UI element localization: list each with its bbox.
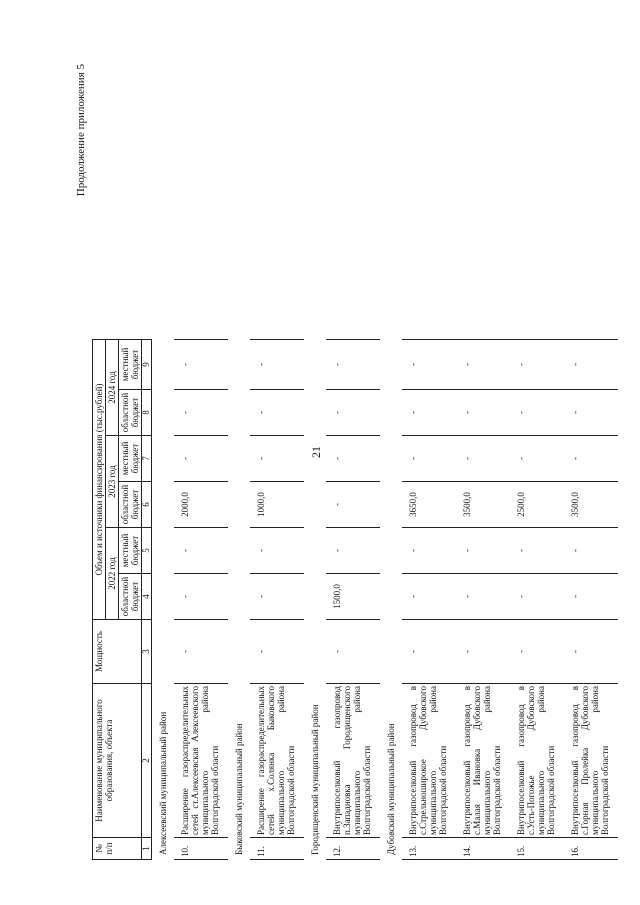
section-row (304, 340, 326, 860)
table-body (152, 340, 619, 860)
value-cell: 2000,0 (174, 482, 228, 528)
value-cell: - (250, 528, 304, 574)
header-regional-budget: областной бюджет (119, 482, 142, 528)
value-cell: - (174, 340, 228, 390)
capacity-cell: - (402, 620, 456, 684)
value-cell: - (456, 390, 510, 436)
section-title: Дубовский муниципальный район (386, 723, 396, 855)
table-row (510, 340, 564, 860)
capacity-cell: - (174, 620, 228, 684)
continuation-note: Продолжение приложения 5 (75, 64, 87, 197)
row-number: 15. (510, 838, 564, 860)
column-number: 7 (142, 436, 152, 482)
column-number: 1 (142, 838, 152, 860)
value-cell: - (174, 574, 228, 620)
value-cell: - (174, 528, 228, 574)
value-cell: - (402, 436, 456, 482)
row-number: 11. (250, 838, 304, 860)
value-cell: - (456, 436, 510, 482)
value-cell: - (456, 528, 510, 574)
header-year-2022: 2022 год (106, 528, 119, 620)
object-name: Внутрипоселковый газопровод в с.Стрельноширокое Дубовского муниципального района Волгоградской области (402, 684, 456, 838)
section-row (228, 340, 250, 860)
column-number: 6 (142, 482, 152, 528)
column-number: 5 (142, 528, 152, 574)
header-number: № п/п (93, 838, 142, 860)
row-number: 14. (456, 838, 510, 860)
column-number: 3 (142, 620, 152, 684)
column-number: 8 (142, 390, 152, 436)
table-row (402, 340, 456, 860)
value-cell: 3650,0 (402, 482, 456, 528)
column-number: 9 (142, 340, 152, 390)
object-name: Внутрипоселковый газопровод в с.Горная Пролейка Дубовского муниципального района Волгоградской области (564, 684, 618, 838)
capacity-cell: - (510, 620, 564, 684)
value-cell: 3500,0 (456, 482, 510, 528)
value-cell: 1500,0 (326, 574, 380, 620)
object-name: Расширение газораспределительных сетей ст.Алексеевская Алексеевского муниципального района Волгоградской области (174, 684, 228, 838)
object-name: Внутрипоселковый газопровод в с.Малая Ивановка Дубовского муниципального района Волгоградской области (456, 684, 510, 838)
table-row (564, 340, 618, 860)
table-row (456, 340, 510, 860)
rotated-page (75, 60, 610, 860)
page-number: 21 (309, 446, 323, 458)
value-cell: - (564, 528, 618, 574)
value-cell: - (456, 340, 510, 390)
value-cell: - (250, 436, 304, 482)
value-cell: - (510, 340, 564, 390)
header-regional-budget: областной бюджет (119, 574, 142, 620)
capacity-cell: - (456, 620, 510, 684)
value-cell: - (250, 574, 304, 620)
value-cell: - (174, 390, 228, 436)
value-cell: - (402, 528, 456, 574)
value-cell: - (456, 574, 510, 620)
row-number: 10. (174, 838, 228, 860)
header-capacity: Мощность (93, 620, 142, 684)
header-local-budget: местный бюджет (119, 528, 142, 574)
section-title: Городищенский муниципальный район (310, 704, 320, 855)
section-title: Алексеевский муниципальный район (158, 711, 168, 855)
funding-table (92, 339, 618, 860)
capacity-cell: - (326, 620, 380, 684)
value-cell: - (564, 436, 618, 482)
table-row (326, 340, 380, 860)
value-cell: 1000,0 (250, 482, 304, 528)
value-cell: - (402, 390, 456, 436)
value-cell: - (510, 574, 564, 620)
object-name: Расширение газораспределительных сетей х.Солянка Быковского муниципального района Волгоградской области (250, 684, 304, 838)
value-cell: 2500,0 (510, 482, 564, 528)
header-year-2023: 2023 год (106, 436, 119, 528)
object-name: Внутрипоселковый газопровод в с.Усть-Погожье Дубовского муниципального района Волгоградской области (510, 684, 564, 838)
section-row (152, 340, 175, 860)
value-cell: - (564, 340, 618, 390)
header-local-budget: местный бюджет (119, 436, 142, 482)
value-cell: - (510, 436, 564, 482)
value-cell: - (326, 436, 380, 482)
value-cell: - (510, 390, 564, 436)
row-number: 16. (564, 838, 618, 860)
section-row (380, 340, 402, 860)
capacity-cell: - (250, 620, 304, 684)
table-row (174, 340, 228, 860)
header-year-2024: 2024 год (106, 340, 119, 436)
value-cell: - (402, 574, 456, 620)
value-cell: - (510, 528, 564, 574)
header-funding: Объем и источники финансирования (тыс.рублей) (93, 340, 106, 620)
value-cell: 3500,0 (564, 482, 618, 528)
value-cell: - (402, 340, 456, 390)
row-number: 12. (326, 838, 380, 860)
header-regional-budget: областной бюджет (119, 390, 142, 436)
value-cell: - (326, 390, 380, 436)
value-cell: - (326, 340, 380, 390)
value-cell: - (174, 436, 228, 482)
header-name: Наименование муниципального образования, объекта (93, 684, 142, 838)
value-cell: - (326, 482, 380, 528)
value-cell: - (564, 574, 618, 620)
header-local-budget: местный бюджет (119, 340, 142, 390)
capacity-cell: - (564, 620, 618, 684)
section-title: Быковский муниципальный район (234, 723, 244, 855)
value-cell: - (250, 390, 304, 436)
table-row (250, 340, 304, 860)
row-number: 13. (402, 838, 456, 860)
value-cell: - (250, 340, 304, 390)
column-number: 2 (142, 684, 152, 838)
column-number: 4 (142, 574, 152, 620)
value-cell: - (326, 528, 380, 574)
object-name: Внутрипоселковый газопровод п.Западновка Городищенского муниципального района Волгоградской области (326, 684, 380, 838)
value-cell: - (564, 390, 618, 436)
